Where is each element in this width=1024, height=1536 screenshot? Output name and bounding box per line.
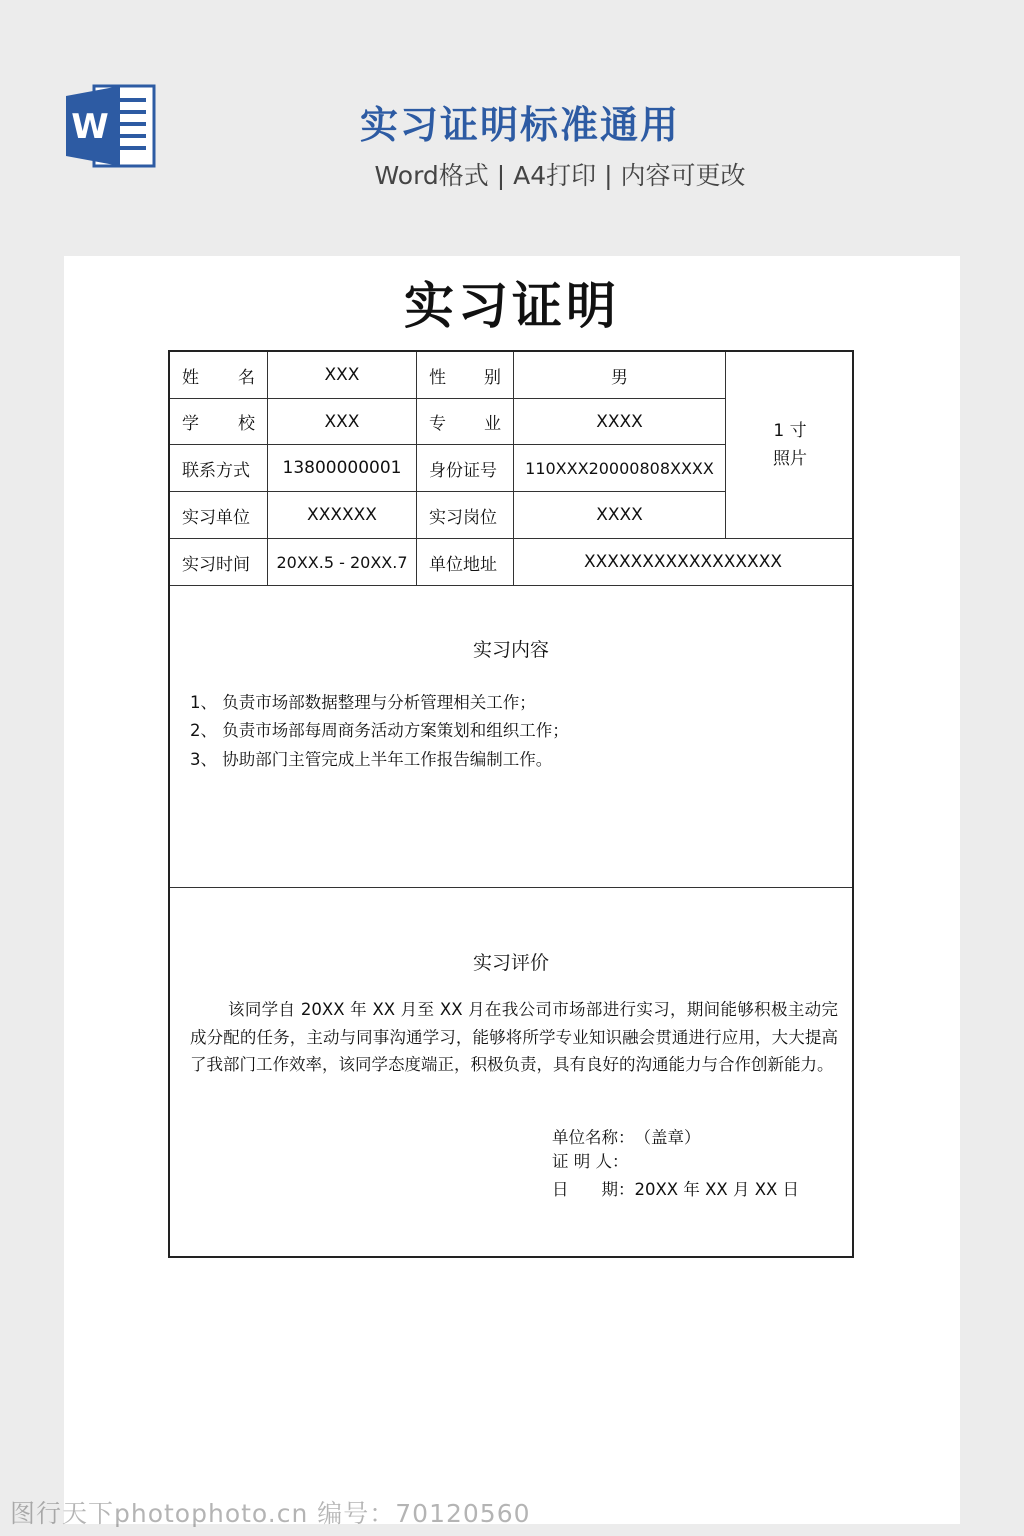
photo-size-text: 1 寸 [773, 421, 807, 441]
page-title: 实习证明标准通用 [359, 103, 680, 147]
value-period: 20XX.5 - 20XX.7 [276, 552, 408, 572]
certificate-form [168, 350, 854, 1258]
grid-line [170, 585, 852, 586]
label-school: 学 校 [182, 414, 255, 434]
label-company: 实习单位 [182, 507, 250, 528]
watermark: 图行天下photophoto.cn 编号：70120560 [10, 1499, 531, 1528]
signature-certifier: 证 明 人： [552, 1152, 629, 1171]
content-heading: 实习内容 [472, 639, 549, 661]
value-name: XXX [324, 365, 360, 385]
label-contact: 联系方式 [182, 460, 250, 481]
content-item: 1、 负责市场部数据整理与分析管理相关工作； [190, 693, 536, 712]
document-title: 实习证明 [404, 277, 620, 335]
evaluation-text: 该同学自 20XX 年 XX 月至 XX 月在我公司市场部进行实习，期间能够积极主动完成分配的任务，主动与同事沟通学习，能够将所学专业知识融会贯通进行应用，大大提高了我部门工作效率，该同学态度端正，积极负责，具有良好的沟通能力与合作创新能力。 [190, 1000, 838, 1074]
word-file-icon [64, 82, 156, 170]
label-period: 实习时间 [182, 554, 250, 575]
value-school: XXX [324, 411, 360, 432]
value-contact: 13800000001 [282, 458, 402, 478]
value-company: XXXXXX [307, 505, 377, 525]
evaluation-heading: 实习评价 [472, 952, 549, 974]
signature-date: 日 期： 20XX 年 XX 月 XX 日 [552, 1180, 800, 1199]
value-position: XXXX [596, 505, 643, 525]
document-page [64, 256, 960, 1524]
word-logo-letter: W [71, 107, 109, 147]
value-gender: 男 [611, 367, 628, 388]
label-major: 专 业 [429, 414, 501, 434]
value-major: XXXX [596, 411, 643, 432]
photo-placeholder [726, 352, 854, 538]
content-item: 3、 协助部门主管完成上半年工作报告编制工作。 [190, 750, 553, 769]
label-gender: 性 别 [429, 367, 501, 388]
value-id-number: 110XXX20000808XXXX [525, 458, 714, 478]
value-address: XXXXXXXXXXXXXXXXX [584, 552, 782, 572]
label-name: 姓 名 [182, 367, 255, 388]
page-subtitle: Word格式 | A4打印 | 内容可更改 [374, 161, 746, 190]
photo-text: 照片 [773, 449, 807, 469]
grid-line [170, 887, 852, 888]
content-item: 2、 负责市场部每周商务活动方案策划和组织工作； [190, 721, 569, 740]
signature-unit: 单位名称： （盖章） [552, 1128, 701, 1147]
label-position: 实习岗位 [429, 507, 497, 528]
label-id-number: 身份证号 [429, 460, 497, 481]
label-address: 单位地址 [429, 554, 497, 575]
